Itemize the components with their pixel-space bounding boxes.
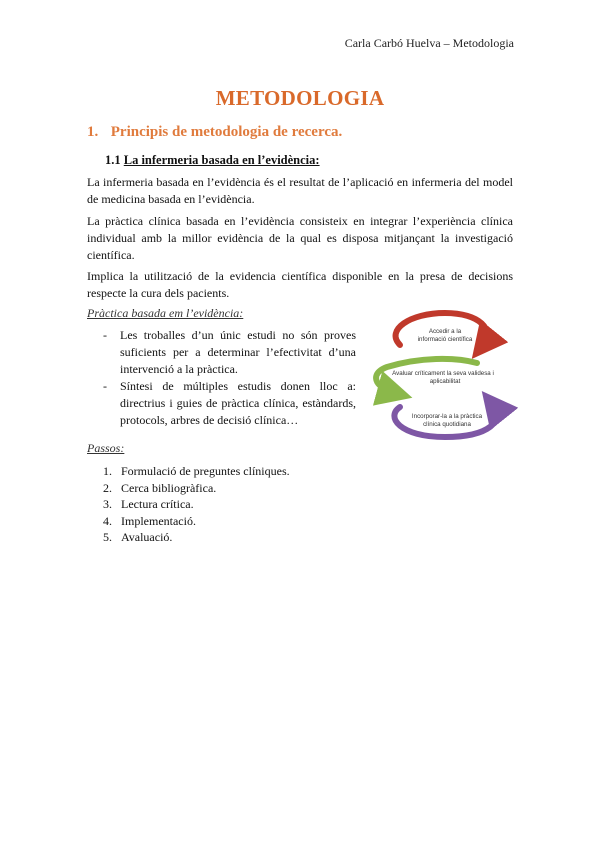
- list-item: [103, 327, 356, 378]
- step-number: 5.: [103, 530, 112, 544]
- subsection-heading: [105, 153, 320, 168]
- subsection-number: 1.1: [105, 153, 121, 167]
- diagram-step3-line2: clínica quotidiana: [423, 421, 471, 428]
- paragraph: Implica la utilització de la evidencia científica disponible en la presa de decisions respecte la cura dels pacients.: [87, 269, 513, 300]
- step-number: 2.: [103, 480, 112, 495]
- list-item: [103, 480, 290, 497]
- step-text: Formulació de preguntes clíniques.: [121, 464, 290, 478]
- section-title: Principis de metodologia de recerca.: [110, 124, 343, 140]
- step-text: Cerca bibliogràfica.: [121, 480, 217, 495]
- steps-label: Passos:: [87, 441, 125, 455]
- list-item: [103, 513, 290, 530]
- step-number: 1.: [103, 464, 112, 478]
- step-text: Lectura crítica.: [121, 497, 194, 511]
- bullet-marker: -: [103, 379, 107, 393]
- subsection-title: La infermeria basada en l’evidència:: [123, 153, 320, 167]
- list-item: [103, 529, 290, 546]
- diagram-step2-line2: aplicabilitat: [429, 378, 461, 385]
- step-number: 4.: [103, 513, 112, 528]
- list-item: [103, 378, 356, 429]
- page-title: METODOLOGIA: [215, 86, 385, 110]
- section-heading: [87, 124, 342, 141]
- list-item-text: Síntesi de múltiples estudis donen lloc a: directrius i guies de pràctica clínica, estàndards, protocols, arbres de decisió clínica…: [120, 379, 356, 427]
- list-item-text: Les troballes d’un únic estudi no són proves suficients per a determinar l’efectivitat d’una intervenció a la pràctica.: [120, 328, 356, 376]
- diagram-step1-line1: Accedir a la: [428, 328, 462, 335]
- diagram-step2-line1: Avaluar críticament la seva validesa i: [392, 370, 494, 377]
- list-item: [103, 496, 290, 513]
- cycle-svg: [365, 305, 520, 445]
- step-number: 3.: [103, 497, 112, 511]
- diagram-step1-line2: informació científica: [417, 336, 473, 343]
- page-header: Carla Carbó Huelva – Metodologia: [344, 36, 514, 50]
- steps-list: [103, 463, 290, 546]
- section-number: 1.: [87, 124, 99, 140]
- step-text: Implementació.: [121, 513, 196, 528]
- paragraph: La infermeria basada en l’evidència és el resultat de l’aplicació en infermeria del model de medicina basada en l’evidència.: [87, 175, 513, 206]
- practice-bullet-list: [103, 327, 356, 429]
- bullet-marker: -: [103, 328, 107, 342]
- paragraph: La pràctica clínica basada en l’evidència consisteix en integrar l’experiència clínica individual amb la millor evidència de la qual es disposa mitjançant la investigació científica.: [87, 214, 513, 262]
- practice-label: Pràctica basada em l’evidència:: [87, 306, 244, 320]
- step-text: Avaluació.: [121, 530, 173, 544]
- ebp-cycle-diagram: [365, 305, 520, 445]
- diagram-step3-line1: Incorporar-la a la pràctica: [411, 413, 483, 420]
- list-item: [103, 463, 290, 480]
